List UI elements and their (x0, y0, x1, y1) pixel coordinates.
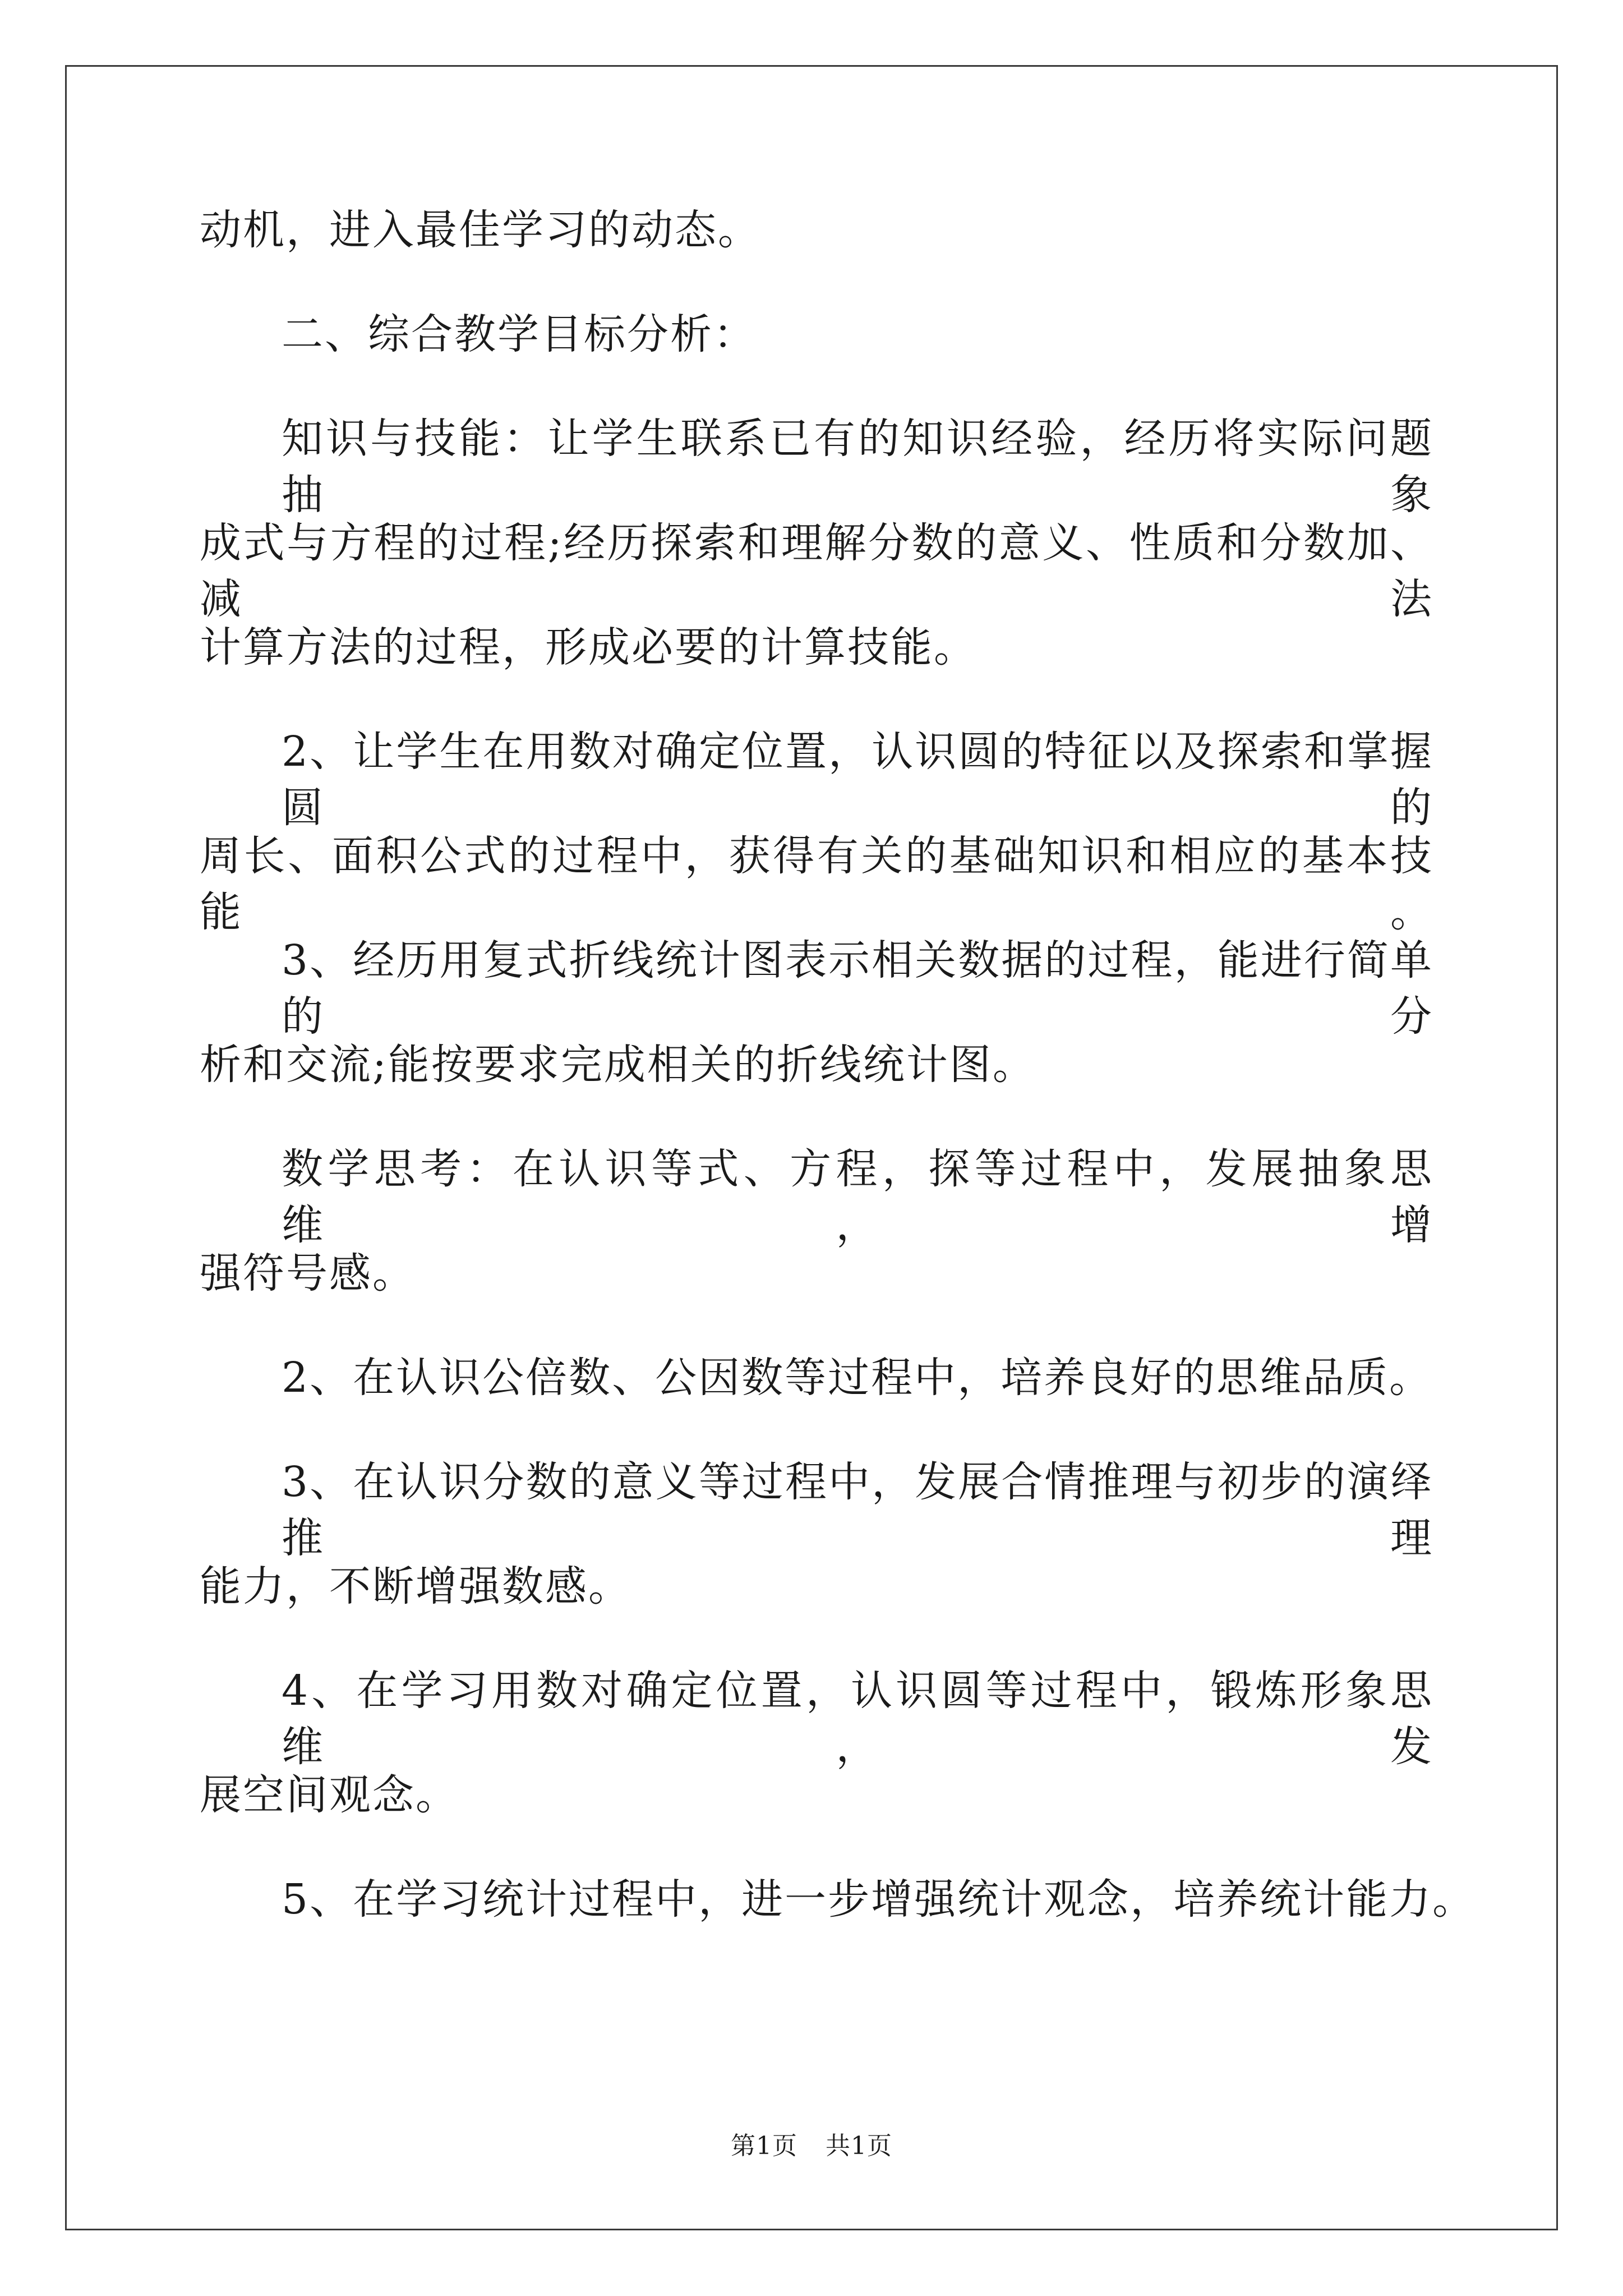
text-line: 4、在学习用数对确定位置，认识圆等过程中，锻炼形象思维，发 (282, 1667, 1433, 1771)
text-line: 2、让学生在用数对确定位置，认识圆的特征以及探索和掌握圆的 (282, 728, 1433, 832)
text-line: 动机，进入最佳学习的动态。 (200, 206, 761, 254)
page-total: 共1页 (826, 2132, 892, 2160)
text-line: 2、在认识公倍数、公因数等过程中，培养良好的思维品质。 (282, 1354, 1433, 1402)
text-line: 计算方法的过程，形成必要的计算技能。 (200, 623, 977, 671)
text-line: 能力，不断增强数感。 (200, 1562, 631, 1611)
text-line: 展空间观念。 (200, 1771, 459, 1819)
text-line: 析和交流;能按要求完成相关的折线统计图。 (200, 1041, 1036, 1089)
text-line: 数学思考：在认识等式、方程，探等过程中，发展抽象思维，增 (282, 1145, 1433, 1249)
text-line: 3、在认识分数的意义等过程中，发展合情推理与初步的演绎推理 (282, 1458, 1433, 1562)
page-footer (0, 2129, 1623, 2163)
text-line: 强符号感。 (200, 1249, 416, 1297)
page-number: 第1页 (731, 2132, 797, 2160)
text-line: 成式与方程的过程;经历探索和理解分数的意义、性质和分数加、减法 (200, 519, 1433, 623)
text-line: 5、在学习统计过程中，进一步增强统计观念，培养统计能力。 (282, 1875, 1476, 1924)
section-heading: 二、综合教学目标分析： (282, 310, 757, 358)
text-line: 知识与技能：让学生联系已有的知识经验，经历将实际问题抽象 (282, 415, 1433, 519)
text-line: 周长、面积公式的过程中，获得有关的基础知识和相应的基本技能。 (200, 832, 1433, 936)
text-line: 3、经历用复式折线统计图表示相关数据的过程，能进行简单的分 (282, 936, 1433, 1041)
